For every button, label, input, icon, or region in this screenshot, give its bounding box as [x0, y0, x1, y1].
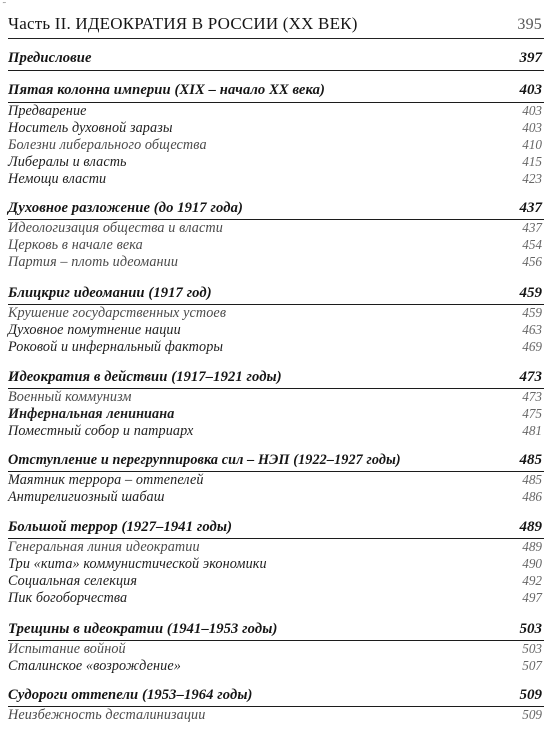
subsection-title: Военный коммунизм	[8, 389, 132, 405]
subsection-title: Болезни либерального общества	[8, 137, 207, 153]
chapter-page-number: 437	[519, 200, 542, 216]
subsection-title: Инфернальная лениниана	[8, 406, 175, 422]
chapter-title: Отступление и перегруппировка сил – НЭП (1922–1927 годы)	[8, 452, 401, 468]
chapter-page-number: 403	[519, 82, 542, 98]
subsection-title: Испытание войной	[8, 641, 126, 657]
subsection-page-number: 456	[522, 254, 542, 269]
chapter-entry	[8, 452, 544, 472]
subsection-page-number: 507	[522, 658, 542, 673]
part-page-number: 395	[517, 16, 542, 33]
subsection-page-number: 485	[522, 472, 542, 487]
subsection-page-number: 481	[522, 423, 542, 438]
subsection-page-number: 415	[522, 154, 542, 169]
subsection-entry	[8, 254, 544, 274]
subsection-title: Маятник террора – оттепелей	[8, 472, 204, 488]
chapter-page-number: 485	[519, 452, 542, 468]
corner-mark: ˜	[2, 2, 7, 12]
chapter-title: Пятая колонна империи (XIX – начало XX века)	[8, 82, 326, 98]
subsection-title: Сталинское «возрождение»	[8, 658, 181, 674]
subsection-page-number: 469	[522, 339, 542, 354]
subsection-page-number: 473	[522, 389, 542, 404]
chapter-title: Трещины в идеократии (1941–1953 годы)	[8, 621, 278, 637]
chapter-entry	[8, 82, 544, 102]
subsection-title: Церковь в начале века	[8, 237, 143, 253]
subsection-page-number: 489	[522, 539, 542, 554]
chapter-page-number: 509	[519, 687, 542, 703]
chapter-entry	[8, 369, 544, 389]
subsection-page-number: 410	[522, 137, 542, 152]
subsection-entry	[8, 590, 544, 610]
subsection-page-number: 454	[522, 237, 542, 252]
part-title: Часть II. ИДЕОКРАТИЯ В РОССИИ (XX ВЕК)	[8, 14, 358, 33]
subsection-title: Носитель духовной заразы	[8, 120, 173, 136]
subsection-page-number: 490	[522, 556, 542, 571]
subsection-title: Немощи власти	[8, 171, 107, 187]
subsection-page-number: 492	[522, 573, 542, 588]
chapter-entry	[8, 621, 544, 641]
chapter-title: Судороги оттепели (1953–1964 годы)	[8, 687, 253, 703]
subsection-page-number: 503	[522, 641, 542, 656]
subsection-title: Предварение	[8, 103, 87, 119]
chapter-title: Духовное разложение (до 1917 года)	[8, 200, 243, 216]
subsection-title: Три «кита» коммунистической экономики	[8, 556, 267, 572]
subsection-entry	[8, 658, 544, 678]
chapter-page-number: 473	[519, 369, 542, 385]
subsection-title: Идеологизация общества и власти	[8, 220, 223, 236]
chapter-page-number: 503	[519, 621, 542, 637]
chapter-entry	[8, 285, 544, 305]
subsection-entry	[8, 707, 544, 727]
subsection-title: Генеральная линия идеократии	[8, 539, 200, 555]
subsection-entry	[8, 339, 544, 359]
subsection-page-number: 497	[522, 590, 542, 605]
subsection-page-number: 509	[522, 707, 542, 722]
subsection-page-number: 437	[522, 220, 542, 235]
chapter-entry	[8, 519, 544, 539]
subsection-title: Социальная селекция	[8, 573, 138, 589]
subsection-title: Поместный собор и патриарх	[8, 423, 194, 439]
part-heading	[8, 14, 544, 39]
chapter-page-number: 489	[519, 519, 542, 535]
chapter-entry	[8, 200, 544, 220]
subsection-entry	[8, 489, 544, 509]
subsection-title: Роковой и инфернальный факторы	[8, 339, 224, 355]
subsection-title: Неизбежность десталинизации	[8, 707, 206, 723]
subsection-page-number: 486	[522, 489, 542, 504]
subsection-title: Либералы и власть	[8, 154, 127, 170]
subsection-entry	[8, 171, 544, 191]
chapter-page-number: 459	[519, 285, 542, 301]
subsection-page-number: 403	[522, 120, 542, 135]
subsection-page-number: 475	[522, 406, 542, 421]
subsection-entry	[8, 423, 544, 443]
chapter-title: Блицкриг идеомании (1917 год)	[8, 285, 212, 301]
preface-entry	[8, 50, 544, 70]
chapter-title: Идеократия в действии (1917–1921 годы)	[8, 369, 282, 385]
chapter-title: Большой террор (1927–1941 годы)	[8, 519, 233, 535]
subsection-title: Крушение государственных устоев	[8, 305, 227, 321]
preface-page-number: 397	[519, 50, 542, 66]
subsection-title: Антирелигиозный шабаш	[8, 489, 165, 505]
subsection-title: Духовное помутнение нации	[8, 322, 181, 338]
subsection-page-number: 423	[522, 171, 542, 186]
preface-title: Предисловие	[8, 50, 92, 66]
subsection-title: Партия – плоть идеомании	[8, 254, 179, 270]
subsection-page-number: 459	[522, 305, 542, 320]
subsection-page-number: 463	[522, 322, 542, 337]
subsection-title: Пик богоборчества	[8, 590, 128, 606]
chapter-entry	[8, 687, 544, 707]
preface-rule	[8, 70, 544, 71]
subsection-page-number: 403	[522, 103, 542, 118]
